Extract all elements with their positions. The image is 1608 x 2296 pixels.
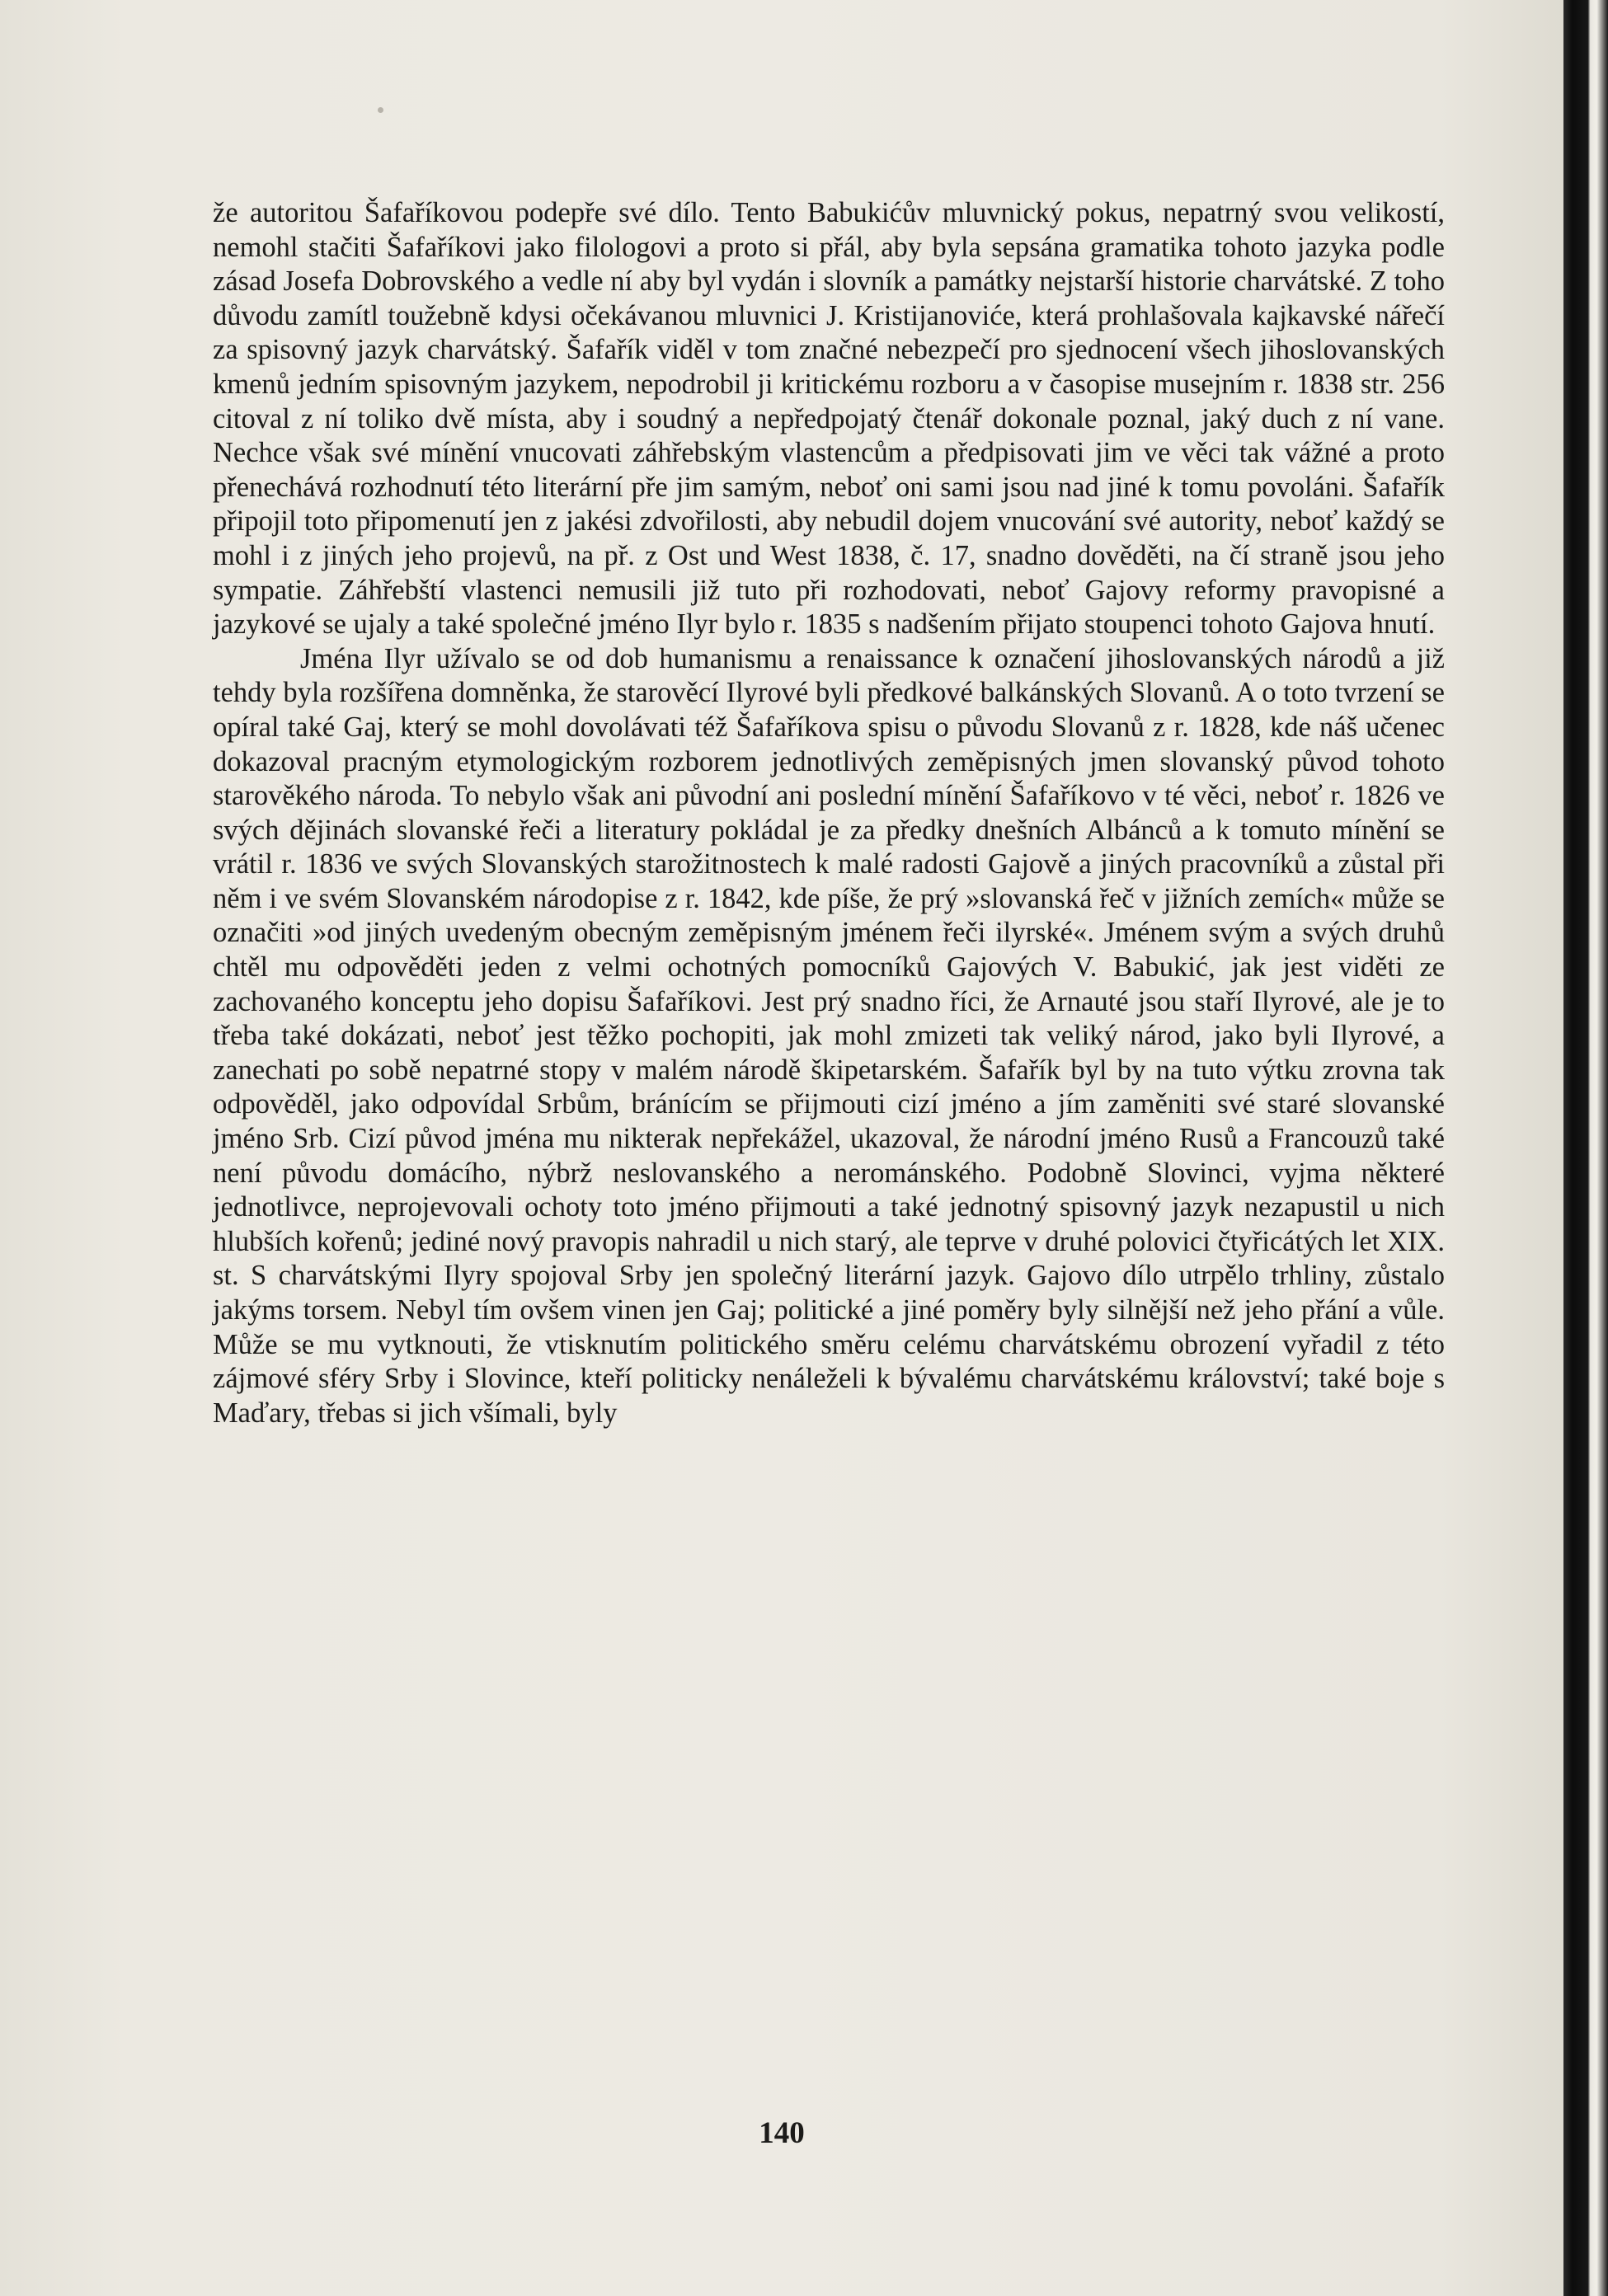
paragraph-1: že autoritou Šafaříkovou podepře své dílo. Tento Babukićův mluvnický pokus, nepatrný svou velikostí, nemohl stačiti Šafaříkovi jako filologovi a proto si přál, aby byla sepsána gramatika tohoto jazyka podle zásad Josefa Dobrovského a vedle ní aby byl vydán i slovník a památky nejstarší historie charvátské. Z toho důvodu zamítl toužebně kdysi očekávanou mluvnici J. Kristijanoviće, která prohlašovala kajkavské nářečí za spisovný jazyk charvátský. Šafařík viděl v tom značné nebezpečí pro sjednocení všech jihoslovanských kmenů jedním spisovným jazykem, nepodrobil ji kritickému rozboru a v časopise musejním r. 1838 str. 256 citoval z ní toliko dvě místa, aby i soudný a nepředpojatý čtenář dokonale poznal, jaký duch z ní vane. Nechce však své mínění vnucovati záhřebským vlastencům a předpisovati jim ve věci tak vážné a proto přenechává rozhodnutí této literární pře jim samým, neboť oni sami jsou nad jiné k tomu povoláni. Šafařík připojil toto připomenutí jen z jakési zdvořilosti, aby nebudil dojem vnucování své autority, neboť každý se mohl i z jiných jeho projevů, na př. z Ost und West 1838, č. 17, snadno dověděti, na čí straně jsou jeho sympatie. Záhřebští vlastenci nemusili již tuto při rozhodovati, neboť Gajovy reformy pravopisné a jazykové se ujaly a také společné jméno Ilyr bylo r. 1835 s nadšením přijato stoupenci tohoto Gajova hnutí. xyxy=(213,197,1445,641)
paragraph-2: Jména Ilyr užívalo se od dob humanismu a renaissance k označení jihoslovanských národů a již tehdy byla rozšířena domněnka, že starověcí Ilyrové byli předkové balkánských Slovanů. A o toto tvrzení se opíral také Gaj, který se mohl dovolávati též Šafaříkova spisu o původu Slovanů z r. 1828, kde náš učenec dokazoval pracným etymologickým rozborem jednotlivých zeměpisných jmen slovanský původ tohoto starověkého národa. To nebylo však ani původní ani poslední mínění Šafaříkovo v té věci, neboť r. 1826 ve svých dějinách slovanské řeči a literatury pokládal je za předky dnešních Albánců a k tomuto mínění se vrátil r. 1836 ve svých Slovanských starožitnostech k malé radosti Gajově a jiných pracovníků a zůstal při něm i ve svém Slovanském národopise z r. 1842, kde píše, že prý »slovanská řeč v jižních zemích« může se označiti »od jiných uvedeným obecným zeměpisným jménem řeči ilyrské«. Jménem svým a svých druhů chtěl mu odpověděti jeden z velmi ochotných pomocníků Gajových V. Babukić, jak jest viděti ze zachovaného konceptu jeho dopisu Šafaříkovi. Jest prý snadno říci, že Arnauté jsou staří Ilyrové, ale je to třeba také dokázati, neboť jest těžko pochopiti, jak mohl zmizeti tak veliký národ, jako byli Ilyrové, a zanechati po sobě nepatrné stopy v malém národě škipetarském. Šafařík byl by na tuto výtku zrovna tak odpověděl, jako odpovídal Srbům, bránícím se přijmouti cizí jméno a jím zaměniti své staré slovanské jméno Srb. Cizí původ jména mu nikterak nepřekážel, ukazoval, že národní jméno Rusů a Francouzů také není původu domácího, nýbrž neslovanského a nerománského. Podobně Slovinci, vyjma některé jednotlivce, neprojevovali ochoty toto jméno přijmouti a také jednotný spisovný jazyk nezapustil u nich hlubších kořenů; jediné nový pravopis nahradil u nich starý, ale teprve v druhé polovici čtyřicátých let XIX. st. S charvátskými Ilyry spojoval Srby jen společný literární jazyk. Gajovo dílo utrpělo trhliny, zůstalo jakýms torsem. Nebyl tím ovšem vinen jen Gaj; politické a jiné poměry byly silnější než jeho přání a vůle. Může se mu vytknouti, že vtisknutím politického směru celému charvátskému obrození vyřadil z této zájmové sféry Srby i Slovince, kteří politicky nenáleželi k bývalému charvátskému království; také boje s Maďary, třebas si jich všímali, byly xyxy=(213,642,1445,1429)
paper-speck xyxy=(378,107,383,113)
body-text xyxy=(213,196,1445,1430)
page-edge-shadow xyxy=(1563,0,1608,2296)
page-number: 140 xyxy=(759,2116,805,2150)
